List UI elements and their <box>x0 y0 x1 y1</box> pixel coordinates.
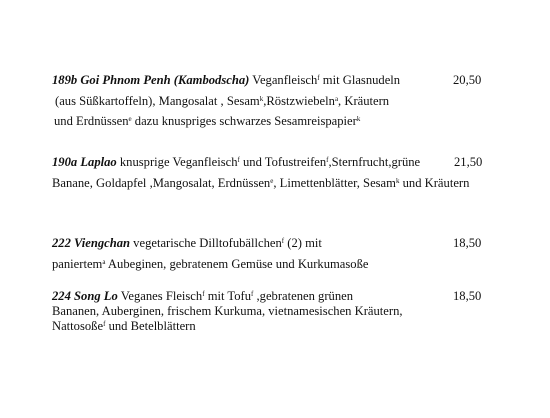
item-description-part: knusprige Veganfleisch$^f$ und Tofustreifen$^f$,Sternfrucht,grüne <box>116 155 421 169</box>
item-description-line: (aus Süßkartoffeln), Mangosalat , Sesam$^k$,Röstzwiebeln$^a$, Kräutern <box>55 94 390 108</box>
item-line <box>52 289 353 304</box>
allergen-marker: k <box>259 95 264 103</box>
allergen-marker: f <box>317 74 320 82</box>
item-name: 189b Goi Phnom Penh (Kambodscha) <box>52 73 250 87</box>
item-name: 190a Laplao <box>52 155 117 169</box>
item-price: 20,50 <box>453 73 482 87</box>
item-price: 21,50 <box>454 155 483 169</box>
item-description-part: vegetarische Dilltofubällchen$^f$ (2) mit <box>130 236 322 250</box>
allergen-marker: f <box>103 320 106 328</box>
item-description-line: Banane, Goldapfel ,Mangosalat, Erdnüssen$^e$, Limettenblätter, Sesam$^k$ und Kräutern <box>52 176 470 190</box>
allergen-marker: f <box>237 156 240 164</box>
item-description-part: Veganes Fleisch$^f$ mit Tofu$^f$ ,gebratenen grünen <box>117 289 354 303</box>
item-description-line: Nattosoße$^f$ und Betelblättern <box>52 319 196 333</box>
item-description-part: Veganfleisch$^f$ mit Glasnudeln <box>249 73 401 87</box>
allergen-marker: k <box>395 177 400 185</box>
allergen-marker: f <box>202 290 205 298</box>
item-line <box>52 155 420 170</box>
allergen-marker: k <box>356 115 361 123</box>
item-line <box>52 236 322 251</box>
item-name: 222 Viengchan <box>52 236 131 250</box>
item-description-line: paniertem$^a$ Aubeginen, gebratenem Gemüse und Kurkumasoße <box>52 257 369 271</box>
item-price: 18,50 <box>453 236 482 250</box>
item-price: 18,50 <box>453 289 482 303</box>
item-description-line: und Erdnüssen$^e$ dazu knuspriges schwarzes Sesamreispapier$^k$ <box>54 114 361 128</box>
allergen-marker: f <box>281 237 285 245</box>
allergen-marker: a <box>102 258 106 266</box>
allergen-marker: a <box>334 95 339 103</box>
allergen-marker: e <box>128 115 132 123</box>
item-line <box>52 73 400 88</box>
item-name: 224 Song Lo <box>52 289 118 303</box>
allergen-marker: f <box>251 290 254 298</box>
item-description-line: Bananen, Auberginen, frischem Kurkuma, vietnamesischen Kräutern, <box>52 304 403 318</box>
allergen-marker: f <box>326 156 329 164</box>
allergen-marker: e <box>270 177 274 185</box>
